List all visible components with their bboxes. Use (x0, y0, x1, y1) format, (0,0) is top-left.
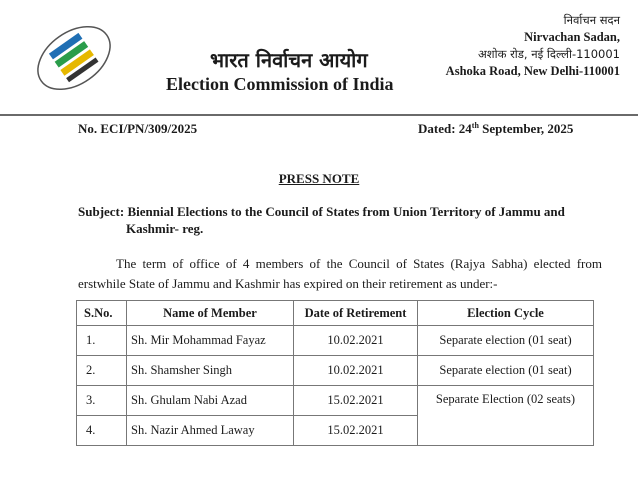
cell-date: 15.02.2021 (294, 416, 418, 446)
eci-logo-icon (26, 16, 122, 100)
body-paragraph (78, 254, 602, 294)
header-cycle: Election Cycle (418, 301, 594, 326)
press-note-title: PRESS NOTE (278, 171, 360, 186)
table-header-row (77, 301, 594, 326)
table-row (77, 386, 594, 416)
dated-label: Dated: (418, 121, 456, 136)
subject-line-1: Subject: Biennial Elections to the Council of States from Union Territory of Jammu and (78, 204, 565, 219)
org-name-hindi: भारत निर्वाचन आयोग (210, 48, 368, 72)
cell-cycle: Separate election (01 seat) (418, 356, 594, 386)
header-date: Date of Retirement (294, 301, 418, 326)
org-name-english: Election Commission of India (166, 74, 394, 94)
cell-date: 15.02.2021 (294, 386, 418, 416)
address-english-line-1: Nirvachan Sadan, (524, 30, 620, 44)
address-block (446, 12, 620, 80)
header-divider (0, 114, 638, 116)
cell-name: Sh. Shamsher Singh (127, 356, 294, 386)
cell-name: Sh. Ghulam Nabi Azad (127, 386, 294, 416)
date-day-suffix: th (471, 121, 479, 130)
subject-line-2: Kashmir- reg. (126, 221, 204, 236)
table-row (77, 326, 594, 356)
cell-date: 10.02.2021 (294, 326, 418, 356)
retirement-table (76, 300, 594, 446)
cell-sno: 2. (77, 356, 127, 386)
date-month-year: September, 2025 (482, 121, 574, 136)
address-english-line-2: Ashoka Road, New Delhi-110001 (445, 64, 620, 78)
cell-name: Sh. Nazir Ahmed Laway (127, 416, 294, 446)
cell-sno: 1. (77, 326, 127, 356)
body-text: The term of office of 4 members of the Council of States (Rajya Sabha) elected from erstwhile State of Jammu and Kashmir has expired on their retirement as under:- (78, 256, 602, 291)
subject (78, 203, 608, 237)
date-day: 24 (458, 121, 472, 136)
header-sno: S.No. (77, 301, 127, 326)
press-note-heading (0, 171, 638, 187)
header-name: Name of Member (127, 301, 294, 326)
date-line (418, 121, 573, 137)
cell-sno: 4. (77, 416, 127, 446)
cell-sno: 3. (77, 386, 127, 416)
reference-number: No. ECI/PN/309/2025 (78, 121, 198, 136)
table-row (77, 356, 594, 386)
cell-name: Sh. Mir Mohammad Fayaz (127, 326, 294, 356)
address-hindi-line-1: निर्वाचन सदन (563, 13, 620, 27)
cell-date: 10.02.2021 (294, 356, 418, 386)
cell-cycle: Separate election (01 seat) (418, 326, 594, 356)
cell-cycle-merged: Separate Election (02 seats) (418, 386, 594, 446)
address-hindi-line-2: अशोक रोड, नई दिल्ली-110001 (478, 47, 620, 61)
